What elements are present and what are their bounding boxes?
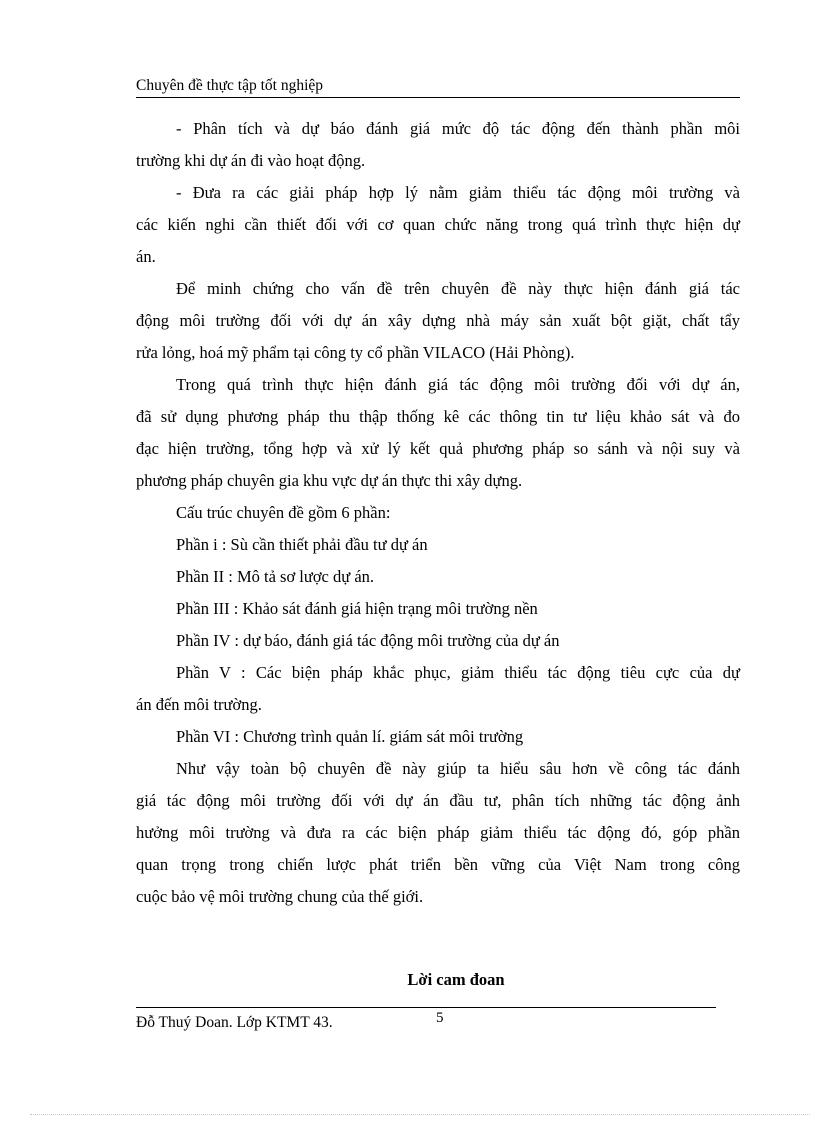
text-line: án. bbox=[136, 247, 156, 266]
text-line: Để minh chứng cho vấn đề trên chuyên đề này thực hiện đánh giá tác bbox=[176, 279, 740, 298]
section-title: Lời cam đoan bbox=[407, 970, 505, 989]
text-line: - Đưa ra các giải pháp hợp lý nằm giảm thiểu tác động môi trường và bbox=[176, 183, 740, 202]
text-line: - Phân tích và dự báo đánh giá mức độ tác động đến thành phần môi bbox=[176, 119, 740, 138]
text-line: Phần V : Các biện pháp khắc phục, giảm thiểu tác động tiêu cực của dự bbox=[176, 663, 740, 682]
text-line: đạc hiện trường, tổng hợp và xử lý kết quả phương pháp so sánh và nội suy và bbox=[136, 439, 740, 458]
text-line: trường khi dự án đi vào hoạt động. bbox=[136, 151, 366, 170]
text-line: cuộc bảo vệ môi trường chung của thế giới. bbox=[136, 887, 424, 906]
text-line: quan trọng trong chiến lược phát triển bền vững của Việt Nam trong công bbox=[136, 855, 740, 874]
text-line: đã sử dụng phương pháp thu thập thống kê các thông tin tư liệu khảo sát và đo bbox=[136, 407, 740, 426]
text-line: Như vậy toàn bộ chuyên đề này giúp ta hiểu sâu hơn về công tác đánh bbox=[176, 759, 740, 778]
text-line: Trong quá trình thực hiện đánh giá tác động môi trường đối với dự án, bbox=[176, 375, 740, 394]
page-header bbox=[136, 76, 740, 98]
header-title: Chuyên đề thực tập tốt nghiệp bbox=[136, 77, 324, 94]
text-line: Phần i : Sù cần thiết phải đầu tư dự án bbox=[176, 535, 428, 554]
text-line: Phần VI : Chương trình quản lí. giám sát môi trường bbox=[176, 727, 524, 746]
text-line: động môi trường đối với dự án xây dựng nhà máy sản xuất bột giặt, chất tẩy bbox=[136, 311, 740, 330]
page-bottom-divider bbox=[30, 1114, 810, 1115]
text-line: giá tác động môi trường đối với dự án đầu tư, phân tích những tác động ảnh bbox=[136, 791, 740, 810]
text-line: hưởng môi trường và đưa ra các biện pháp giảm thiểu tác động đó, góp phần bbox=[136, 823, 740, 842]
page-number: 5 bbox=[436, 1010, 444, 1026]
text-line: Cấu trúc chuyên đề gồm 6 phần: bbox=[176, 503, 391, 522]
text-line: các kiến nghi cần thiết đối với cơ quan chức năng trong quá trình thực hiện dự bbox=[136, 215, 740, 234]
text-line: Phần II : Mô tả sơ lược dự án. bbox=[176, 567, 375, 586]
text-line: Phần IV : dự báo, đánh giá tác động môi trường của dự án bbox=[176, 631, 560, 650]
text-line: phương pháp chuyên gia khu vực dự án thực thi xây dựng. bbox=[136, 471, 523, 490]
body-text bbox=[136, 113, 740, 913]
footer-author: Đỗ Thuý Doan. Lớp KTMT 43. bbox=[136, 1014, 333, 1031]
text-line: án đến môi trường. bbox=[136, 695, 262, 714]
text-line: rửa lỏng, hoá mỹ phẩm tại công ty cổ phần VILACO (Hải Phòng). bbox=[136, 343, 575, 362]
footer-rule bbox=[136, 1007, 716, 1008]
text-line: Phần III : Khảo sát đánh giá hiện trạng môi trường nền bbox=[176, 599, 538, 618]
